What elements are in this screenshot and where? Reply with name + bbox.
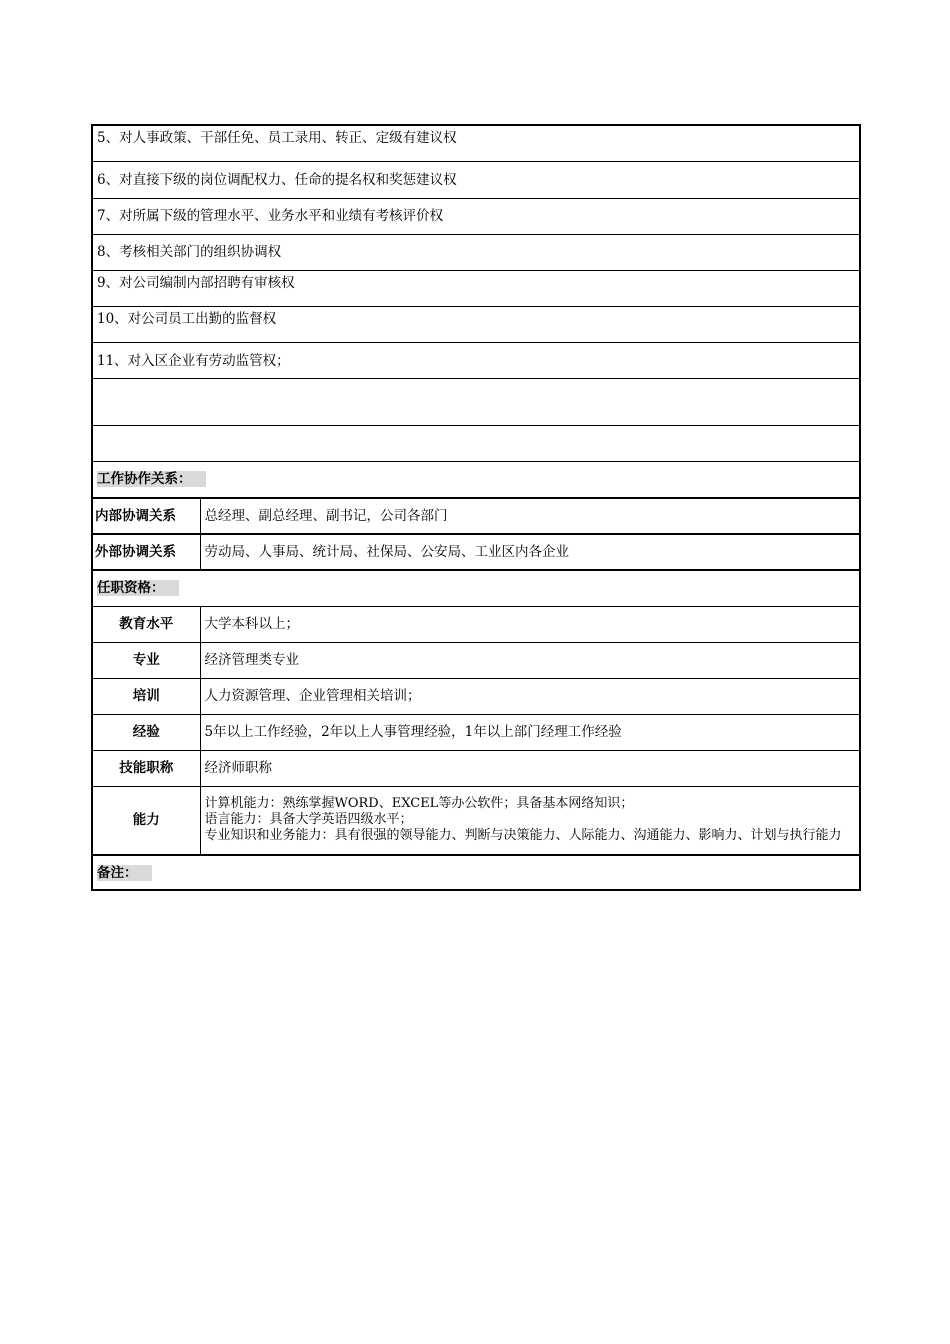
empty-row [92, 378, 860, 425]
ability-line-professional: 专业知识和业务能力：具有很强的领导能力、判断与决策能力、人际能力、沟通能力、影响力、计划与执行能力 [204, 828, 842, 844]
authority-row [92, 198, 860, 234]
authority-item-6: 6、对直接下级的岗位调配权力、任命的提名权和奖惩建议权 [92, 161, 860, 198]
professional-title-row [92, 750, 860, 786]
empty-row [92, 425, 860, 461]
training-row [92, 678, 860, 714]
authority-row [92, 161, 860, 198]
remarks-heading: 备注： [97, 865, 152, 881]
professional-title-label: 技能职称 [92, 750, 200, 786]
authority-row [92, 270, 860, 306]
authority-item-10: 10、对公司员工出勤的监督权 [92, 306, 860, 342]
authority-item-5: 5、对人事政策、干部任免、员工录用、转正、定级有建议权 [92, 125, 860, 161]
internal-coordination-row [92, 498, 860, 534]
authority-item-7: 7、对所属下级的管理水平、业务水平和业绩有考核评价权 [92, 198, 860, 234]
external-coordination-row [92, 534, 860, 570]
ability-line-language: 语言能力：具备大学英语四级水平； [204, 812, 413, 828]
ability-line-computer: 计算机能力：熟练掌握WORD、EXCEL等办公软件；具备基本网络知识； [204, 796, 634, 812]
training-label: 培训 [92, 678, 200, 714]
ability-label: 能力 [92, 786, 200, 855]
external-coordination-value: 劳动局、人事局、统计局、社保局、公安局、工业区内各企业 [200, 534, 860, 570]
major-row [92, 642, 860, 678]
professional-title-value: 经济师职称 [200, 750, 860, 786]
ability-row [92, 786, 860, 855]
experience-value: 5年以上工作经验，2年以上人事管理经验，1年以上部门经理工作经验 [200, 714, 860, 750]
job-description-table [91, 124, 861, 891]
education-label: 教育水平 [92, 606, 200, 642]
authority-row [92, 306, 860, 342]
cooperation-heading-row [92, 461, 860, 498]
cooperation-heading: 工作协作关系： [97, 471, 206, 487]
major-label: 专业 [92, 642, 200, 678]
ability-value [200, 786, 860, 855]
education-value: 大学本科以上； [200, 606, 860, 642]
internal-coordination-value: 总经理、副总经理、副书记，公司各部门 [200, 498, 860, 534]
authority-item-9: 9、对公司编制内部招聘有审核权 [92, 270, 860, 306]
empty-cell [92, 378, 860, 425]
experience-label: 经验 [92, 714, 200, 750]
training-value: 人力资源管理、企业管理相关培训； [200, 678, 860, 714]
education-row [92, 606, 860, 642]
authority-row [92, 125, 860, 161]
authority-row [92, 342, 860, 378]
major-value: 经济管理类专业 [200, 642, 860, 678]
qualifications-heading-row [92, 570, 860, 606]
remarks-row [92, 855, 860, 890]
authority-item-8: 8、考核相关部门的组织协调权 [92, 234, 860, 270]
qualifications-heading: 任职资格： [97, 580, 179, 596]
authority-row [92, 234, 860, 270]
internal-coordination-label: 内部协调关系 [92, 498, 200, 534]
experience-row [92, 714, 860, 750]
external-coordination-label: 外部协调关系 [92, 534, 200, 570]
authority-item-11: 11、对入区企业有劳动监管权； [92, 342, 860, 378]
empty-cell [92, 425, 860, 461]
